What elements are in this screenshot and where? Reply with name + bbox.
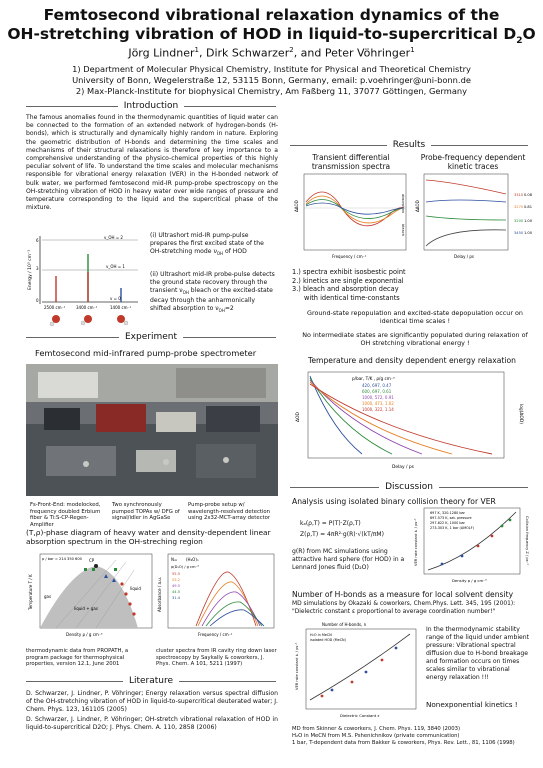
svg-text:3450: 3450: [514, 231, 524, 235]
nonexponential-remark: Nonexponential kinetics !: [426, 700, 518, 709]
svg-text:ρ(D₂O) / g cm⁻³: ρ(D₂O) / g cm⁻³: [171, 565, 199, 569]
results-fig1-title: Transient differential transmission spectra: [311, 153, 391, 171]
svg-text:p / bar = 214 350 600: p / bar = 214 350 600: [42, 557, 82, 561]
svg-text:log(ΔOD): log(ΔOD): [518, 404, 523, 424]
svg-text:liquid: liquid: [130, 586, 141, 591]
intro-item-2: (ii) Ultrashort mid-IR probe-pulse detects the ground state recovery through the transient $\nu_{OH}$ bleach or the excited-state decay through the anharmonically shifted absorption to $\nu_{OH}=2$: [150, 271, 275, 314]
svg-text:1400 cm⁻¹: 1400 cm⁻¹: [110, 305, 132, 310]
experiment-title: Femtosecond mid-infrared pump-probe spectrometer: [35, 348, 257, 358]
author-list: Jörg Lindner$^1$, Dirk Schwarzer$^2$, and Peter Vöhringer$^1$: [128, 46, 415, 60]
svg-text:(H₂O)ₙ: (H₂O)ₙ: [186, 557, 199, 562]
svg-text:VER rate constant kᵣ / ps⁻¹: VER rate constant kᵣ / ps⁻¹: [414, 518, 418, 566]
title-line-1: Femtosecond vibrational relaxation dynamics of the: [43, 6, 500, 24]
caption-front-end: Fs-Front-End: modelocked, frequency doubled Erbium fiber & Ti:S-CP-Regen-Amplifier: [30, 502, 101, 528]
svg-text:697 K, 320-1280 bar: 697 K, 320-1280 bar: [430, 511, 465, 515]
svg-text:ΔΔOD: ΔΔOD: [294, 200, 299, 212]
footnote-1: MD from Skinner & coworkers, J. Chem. Phys. 119, 3840 (2003): [292, 726, 461, 732]
temperature-title: Temperature and density dependent energy relaxation: [308, 356, 516, 365]
svg-text:1000, 322, 1.14: 1000, 322, 1.14: [362, 407, 394, 412]
svg-text:2500 cm⁻¹: 2500 cm⁻¹: [44, 305, 66, 310]
svg-text:gas: gas: [44, 594, 52, 599]
title-line-2: OH-stretching vibration of HOD in liquid-to-supercritical $D_2O$: [7, 25, 536, 47]
svg-text:Dielectric Constant ε: Dielectric Constant ε: [340, 713, 380, 718]
section-discussion: Discussion: [290, 482, 528, 492]
svg-text:1000, 572, 0.91: 1000, 572, 0.91: [362, 395, 394, 400]
reference-1: D. Schwarzer, J. Lindner, P. Vöhringer; Energy relaxation versus spectral diffusion of the OH-stretching vibration of HOD in liquid-to-supercritical deuterated water; J. Chem. Phys. 123, 161105 (2005): [26, 690, 278, 714]
results-note-2: No intermediate states are significantly populated during relaxation of OH stretching vibrational energy !: [302, 331, 528, 348]
section-literature: Literature: [26, 676, 276, 686]
equation-1: kₐ(ρ,T) = P(T)·Z(ρ,T): [300, 520, 361, 527]
svg-text:420, 697, 0.47: 420, 697, 0.47: [362, 383, 392, 388]
svg-text:3400 cm⁻¹: 3400 cm⁻¹: [76, 305, 98, 310]
results-fig2-title: Probe-frequency dependent kinetic traces: [420, 153, 526, 171]
phase-diagram-title: (T,ρ)-phase diagram of heavy water and density-dependent linear absorption spectrum in the OH-streching region: [26, 528, 271, 547]
affiliation-2: University of Bonn, Wegelerstraße 12, 53115 Bonn, Germany, email: p.voehringer@uni-bonn.de: [72, 75, 471, 85]
dielectric-quote: "Dielectric constant ε proportional to average coordination number!": [292, 609, 496, 615]
svg-text:v = 0: v = 0: [110, 296, 121, 301]
section-experiment: Experiment: [26, 332, 276, 342]
svg-text:44.5: 44.5: [172, 590, 181, 594]
svg-text:297-622 K, 1000 bar: 297-622 K, 1000 bar: [430, 521, 465, 525]
phase-caption: thermodynamic data from PROPATH, a program package for thermophysical properties, version 12.1, June 2001: [26, 648, 129, 667]
svg-text:6: 6: [36, 238, 39, 243]
hbond-plot: [292, 620, 422, 722]
section-results: Results: [290, 140, 528, 150]
svg-text:1.00: 1.00: [524, 219, 533, 223]
svg-text:bleach: bleach: [401, 224, 405, 236]
svg-text:600, 697, 0.61: 600, 697, 0.61: [362, 389, 392, 394]
svg-text:697-573 K, sat. pressure: 697-573 K, sat. pressure: [430, 516, 472, 520]
svg-text:isolated HOD (MeCN): isolated HOD (MeCN): [310, 638, 346, 642]
intro-text: The famous anomalies found in the thermodynamic quantities of liquid water can be connected to the formation of an extended network of hydrogen-bonds (H-bonds), which is structurally and dynamically highly random in nature. Exploring the geometric distribution of H-bonds and determining the time scales and mechanisms of their structural relaxations is therefore of key importance to a comprehensive understanding of the physico-chemical properties of this highly peculiar solvent of life. To understand the time scales and molecular mechanisms responsible for vibrational energy relaxation (VER) in the H-bonded network of bulk water, we performed femtosecond mid-IR pump-probe spectroscopy on the OH-stretching vibration of HOD in heavy water over wide ranges of pressure and temperature corresponding to the liquid and the supercritical phase of the mixture.: [26, 114, 278, 212]
cluster-caption: cluster spectra from IR cavity ring down laser spectroscopy by Saykally & coworkers, J. Phys. Chem. A 101, 5211 (1997): [156, 648, 277, 667]
intro-item-1: (i) Ultrashort mid-IR pump-pulse prepares the first excited state of the OH-stretching mode $\nu_{OH}$ of HOD: [150, 232, 264, 257]
equation-2: Z(ρ,T) = 4πR²·g(R)·√(kT/πM): [300, 531, 384, 538]
affiliation-1: 1) Department of Molecular Physical Chemistry, Institute for Physical and Theoretical Chemistry: [72, 64, 471, 74]
footnote-2: H₂O in MeCN from M.S. Pshenichnikov (private communication): [292, 733, 460, 739]
temperature-density-plot: [292, 370, 530, 476]
svg-text:Frequency / cm⁻¹: Frequency / cm⁻¹: [332, 254, 367, 259]
svg-text:absorption: absorption: [401, 194, 405, 214]
svg-text:Delay / ps: Delay / ps: [454, 254, 474, 259]
discussion-heading-1: Analysis using isolated binary collision theory for VER: [292, 497, 496, 506]
energy-level-diagram: [26, 230, 144, 328]
discussion-heading-2: Number of H-bonds as a measure for local solvent density: [292, 590, 514, 599]
gr-description: g(R) from MC simulations using attractive hard sphere (for HOD) in a Lennard Jones fluid (D₂O): [292, 548, 405, 571]
svg-text:0.08: 0.08: [524, 193, 533, 197]
svg-text:3200: 3200: [514, 219, 524, 223]
reference-2: D. Schwarzer, J. Lindner, P. Vöhringer; OH-stretch vibrational relaxation of HOD in liquid-to-supercritical D2O; J. Phys. Chem. A. 110, 2858 (2006): [26, 716, 278, 732]
svg-text:ΔOD: ΔOD: [296, 412, 301, 422]
caption-topas: Two synchronously pumped TOPAs w/ DFG of signal/idler in AgGaSe: [112, 502, 180, 521]
svg-text:Temperature T / K: Temperature T / K: [28, 574, 33, 610]
svg-text:55.5: 55.5: [172, 572, 181, 576]
svg-text:N=: N=: [171, 557, 178, 562]
svg-text:0.81: 0.81: [524, 205, 533, 209]
svg-text:273-303 K, 1 bar (AMOLF): 273-303 K, 1 bar (AMOLF): [430, 526, 474, 530]
svg-text:3270: 3270: [514, 205, 524, 209]
svg-text:Absorbance / a.u.: Absorbance / a.u.: [157, 576, 162, 612]
svg-text:49.5: 49.5: [172, 584, 181, 588]
svg-text:p/bar, T/K , ρ/g cm⁻³: p/bar, T/K , ρ/g cm⁻³: [352, 376, 395, 381]
svg-text:Density ρ / g cm⁻³: Density ρ / g cm⁻³: [452, 578, 487, 583]
svg-text:Delay / ps: Delay / ps: [392, 465, 414, 470]
svg-text:v_OH = 1: v_OH = 1: [106, 264, 125, 269]
svg-text:Number of H-bonds, n: Number of H-bonds, n: [322, 622, 367, 627]
transient-spectra-plot: [292, 172, 412, 264]
collision-rate-plot: [412, 506, 532, 586]
svg-text:v_OH = 2: v_OH = 2: [104, 235, 123, 240]
svg-text:1.00: 1.00: [524, 231, 533, 235]
svg-text:Energy / 10³ cm⁻¹: Energy / 10³ cm⁻¹: [28, 249, 33, 290]
svg-text:3: 3: [36, 266, 39, 271]
absorbance-spectrum: [156, 550, 278, 644]
svg-text:liquid + gas: liquid + gas: [74, 606, 98, 611]
svg-text:3310: 3310: [514, 193, 524, 197]
phase-diagram: [26, 550, 156, 644]
svg-text:CP: CP: [89, 558, 95, 563]
svg-text:Density ρ / g cm⁻³: Density ρ / g cm⁻³: [66, 632, 103, 637]
side-remark: In the thermodynamic stability range of the liquid under ambient pressure: Vibrational spectral diffusion due to H-bond breakage and formation occurs on times scales similar to vibrational energy relaxation !!!: [426, 626, 530, 681]
svg-text:0: 0: [36, 298, 39, 303]
laboratory-photo: [26, 364, 278, 496]
svg-text:53.2: 53.2: [172, 578, 181, 582]
svg-text:ΔΔOD: ΔΔOD: [415, 200, 420, 212]
svg-text:31.4: 31.4: [172, 596, 181, 600]
svg-text:1000, 473, 1.02: 1000, 473, 1.02: [362, 401, 394, 406]
results-note-1: Ground-state repopulation and excited-state depopulation occur on identical time scales !: [307, 309, 523, 326]
results-bullets: 1.) spectra exhibit isosbestic point 2.) kinetics are single exponential 3.) bleach and absorption decay with identical time-constants: [292, 268, 406, 302]
svg-text:Collision frequency Z / ps⁻¹: Collision frequency Z / ps⁻¹: [525, 516, 529, 565]
section-introduction: Introduction: [26, 101, 276, 111]
footnote-3: 1 bar, T-dependent data from Bakker & coworkers, Phys. Rev. Lett., 81, 1106 (1998): [292, 740, 515, 746]
svg-text:VER rate constant kᵣ / ps⁻¹: VER rate constant kᵣ / ps⁻¹: [295, 642, 299, 690]
caption-pump-probe: Pump-probe setup w/ wavelength-resolved detection using 2x32-MCT-array detector: [188, 502, 271, 521]
affiliation-3: 2) Max-Planck-Institute for biophysical Chemistry, Am Faßberg 11, 37077 Göttingen, Germany: [75, 86, 468, 96]
svg-text:H₂O in MeCN: H₂O in MeCN: [310, 633, 332, 637]
kinetic-traces-plot: [414, 172, 534, 264]
md-reference: MD simulations by Okazaki & coworkers, Chem.Phys. Lett. 345, 195 (2001):: [292, 601, 516, 607]
svg-text:Frequency / cm⁻¹: Frequency / cm⁻¹: [198, 632, 233, 637]
